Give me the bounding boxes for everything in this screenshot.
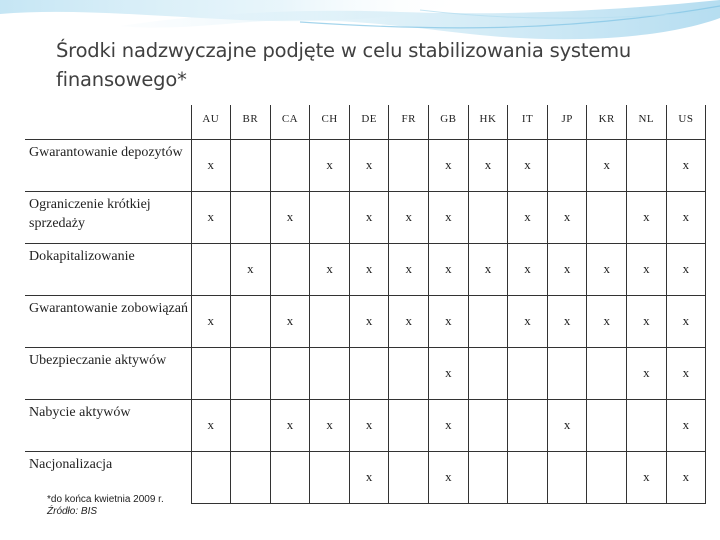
table-cell: x	[191, 399, 231, 451]
column-header-gb: GB	[429, 105, 469, 139]
table-corner	[25, 105, 191, 139]
table-cell	[587, 451, 627, 503]
table-cell: x	[587, 295, 627, 347]
table-cell	[508, 451, 548, 503]
table-cell: x	[389, 295, 429, 347]
table-cell: x	[508, 295, 548, 347]
table-cell: x	[508, 139, 548, 191]
table-cell: x	[508, 191, 548, 243]
table-cell	[547, 139, 587, 191]
column-header-au: AU	[191, 105, 231, 139]
column-header-it: IT	[508, 105, 548, 139]
table-cell: x	[310, 243, 350, 295]
table-header-row	[25, 105, 706, 139]
row-label: Gwarantowanie depozytów	[25, 139, 191, 191]
row-label: Ograniczenie krótkiej sprzedaży	[25, 191, 191, 243]
table-cell: x	[349, 451, 389, 503]
table-cell	[587, 399, 627, 451]
table-row	[25, 243, 706, 295]
table-cell: x	[429, 295, 469, 347]
table-cell	[231, 139, 271, 191]
table-cell: x	[191, 191, 231, 243]
table-cell	[627, 139, 667, 191]
source-text: Źródło: BIS	[47, 506, 98, 517]
table-cell	[587, 347, 627, 399]
table-cell: x	[627, 243, 667, 295]
table-cell	[231, 451, 271, 503]
table-cell: x	[310, 399, 350, 451]
table-cell: x	[627, 191, 667, 243]
table-cell: x	[429, 347, 469, 399]
column-header-fr: FR	[389, 105, 429, 139]
table-cell: x	[547, 399, 587, 451]
table-cell	[231, 399, 271, 451]
table-cell: x	[429, 191, 469, 243]
table-cell: x	[587, 243, 627, 295]
table-cell: x	[349, 139, 389, 191]
table-cell: x	[429, 451, 469, 503]
table-cell: x	[349, 191, 389, 243]
row-label: Dokapitalizowanie	[25, 243, 191, 295]
table-cell	[310, 295, 350, 347]
column-header-de: DE	[349, 105, 389, 139]
table-cell: x	[666, 451, 706, 503]
table-cell: x	[666, 191, 706, 243]
table-cell: x	[191, 139, 231, 191]
column-header-kr: KR	[587, 105, 627, 139]
table-cell	[270, 243, 310, 295]
table-cell: x	[547, 243, 587, 295]
table-cell: x	[429, 399, 469, 451]
table-cell: x	[389, 191, 429, 243]
table-cell: x	[627, 451, 667, 503]
table-cell	[231, 347, 271, 399]
table-cell: x	[627, 347, 667, 399]
table-cell: x	[666, 243, 706, 295]
table-cell: x	[310, 139, 350, 191]
table-cell: x	[270, 399, 310, 451]
table-cell	[547, 451, 587, 503]
measures-table	[25, 105, 706, 504]
table-cell	[270, 347, 310, 399]
table-cell: x	[270, 295, 310, 347]
table-cell	[508, 399, 548, 451]
table-cell	[231, 191, 271, 243]
column-header-ch: CH	[310, 105, 350, 139]
table-cell: x	[666, 295, 706, 347]
slide-title: Środki nadzwyczajne podjęte w celu stabilizowania systemu finansowego*	[56, 39, 632, 91]
table-cell: x	[270, 191, 310, 243]
table-cell	[191, 243, 231, 295]
row-label: Ubezpieczanie aktywów	[25, 347, 191, 399]
table-row	[25, 295, 706, 347]
table-cell	[310, 451, 350, 503]
table-cell: x	[666, 399, 706, 451]
table-cell: x	[666, 139, 706, 191]
table-cell	[547, 347, 587, 399]
column-header-jp: JP	[547, 105, 587, 139]
table-row	[25, 191, 706, 243]
table-cell	[310, 347, 350, 399]
footnote-block	[47, 494, 164, 518]
table-cell	[270, 139, 310, 191]
column-header-us: US	[666, 105, 706, 139]
table-body	[25, 139, 706, 503]
table-cell	[508, 347, 548, 399]
table-cell	[191, 347, 231, 399]
table-cell: x	[349, 399, 389, 451]
table-cell	[310, 191, 350, 243]
table-cell	[389, 347, 429, 399]
table-cell: x	[191, 295, 231, 347]
table-cell: x	[547, 191, 587, 243]
table-cell: x	[587, 139, 627, 191]
table-cell: x	[547, 295, 587, 347]
table-cell: x	[468, 139, 508, 191]
table-cell: x	[349, 243, 389, 295]
measures-table-wrap	[25, 105, 706, 504]
table-cell	[270, 451, 310, 503]
table-cell	[587, 191, 627, 243]
row-label: Nabycie aktywów	[25, 399, 191, 451]
table-row	[25, 399, 706, 451]
table-cell: x	[429, 243, 469, 295]
column-header-nl: NL	[627, 105, 667, 139]
column-header-br: BR	[231, 105, 271, 139]
table-cell: x	[468, 243, 508, 295]
table-cell	[349, 347, 389, 399]
table-cell	[389, 139, 429, 191]
table-cell: x	[389, 243, 429, 295]
column-header-hk: HK	[468, 105, 508, 139]
table-cell	[389, 399, 429, 451]
table-cell	[389, 451, 429, 503]
table-cell	[468, 399, 508, 451]
footnote-text: *do końca kwietnia 2009 r.	[47, 494, 164, 505]
table-cell: x	[666, 347, 706, 399]
table-cell: x	[627, 295, 667, 347]
table-row	[25, 347, 706, 399]
table-cell: x	[231, 243, 271, 295]
table-row	[25, 139, 706, 191]
table-cell	[231, 295, 271, 347]
table-cell	[468, 295, 508, 347]
table-cell	[468, 451, 508, 503]
row-label: Gwarantowanie zobowiązań	[25, 295, 191, 347]
table-cell: x	[349, 295, 389, 347]
table-cell	[468, 347, 508, 399]
table-cell: x	[429, 139, 469, 191]
table-cell: x	[508, 243, 548, 295]
table-cell	[627, 399, 667, 451]
column-header-ca: CA	[270, 105, 310, 139]
table-cell	[191, 451, 231, 503]
row-label: Nacjonalizacja	[25, 451, 191, 503]
table-cell	[468, 191, 508, 243]
